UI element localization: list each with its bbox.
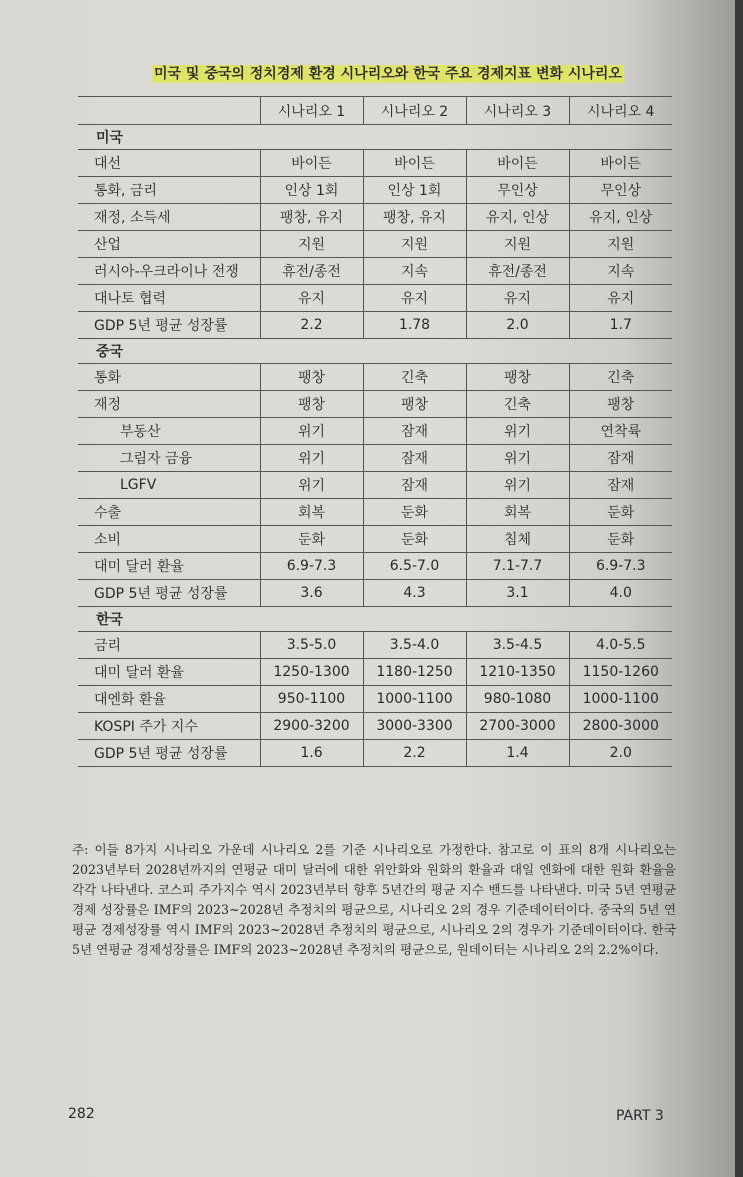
cell-scenario-2: 잠재 xyxy=(363,472,466,499)
table-row xyxy=(78,499,672,526)
cell-scenario-3: 1.4 xyxy=(466,740,569,767)
row-label: 대미 달러 환율 xyxy=(78,553,260,580)
cell-scenario-1: 유지 xyxy=(260,285,363,312)
cell-scenario-1: 6.9-7.3 xyxy=(260,553,363,580)
cell-scenario-4: 둔화 xyxy=(569,499,672,526)
table-row xyxy=(78,150,672,177)
table-row xyxy=(78,713,672,740)
table-header-row xyxy=(78,97,672,125)
table-title-text: 미국 및 중국의 정치경제 환경 시나리오와 한국 주요 경제지표 변화 시나리오 xyxy=(154,66,622,82)
cell-scenario-3: 위기 xyxy=(466,472,569,499)
cell-scenario-4: 둔화 xyxy=(569,526,672,553)
cell-scenario-1: 인상 1회 xyxy=(260,177,363,204)
table-row xyxy=(78,740,672,767)
scenario-table-body xyxy=(78,97,672,767)
row-label: 산업 xyxy=(78,231,260,258)
cell-scenario-3: 유지, 인상 xyxy=(466,204,569,231)
cell-scenario-4: 잠재 xyxy=(569,472,672,499)
cell-scenario-1: 3.5-5.0 xyxy=(260,632,363,659)
header-scenario-3: 시나리오 3 xyxy=(466,97,569,125)
cell-scenario-4: 1.7 xyxy=(569,312,672,339)
header-scenario-2: 시나리오 2 xyxy=(363,97,466,125)
cell-scenario-1: 바이든 xyxy=(260,150,363,177)
row-label: KOSPI 주가 지수 xyxy=(78,713,260,740)
cell-scenario-1: 3.6 xyxy=(260,580,363,607)
cell-scenario-1: 2.2 xyxy=(260,312,363,339)
scenario-table xyxy=(78,96,672,767)
header-blank-cell xyxy=(78,97,260,125)
cell-scenario-1: 위기 xyxy=(260,418,363,445)
cell-scenario-2: 둔화 xyxy=(363,526,466,553)
header-scenario-1: 시나리오 1 xyxy=(260,97,363,125)
cell-scenario-3: 유지 xyxy=(466,285,569,312)
table-row xyxy=(78,632,672,659)
cell-scenario-3: 7.1-7.7 xyxy=(466,553,569,580)
cell-scenario-1: 팽창 xyxy=(260,391,363,418)
table-footnote: 주: 이들 8가지 시나리오 가운데 시나리오 2를 기준 시나리오로 가정한다. 참고로 이 표의 8개 시나리오는 2023년부터 2028년까지의 연평균 대미 달러에 대한 위안화와 원화의 환율과 대일 엔화에 대한 원화 환율을 각각 나타낸다. 코스피 주가지수 역시 2023년부터 향후 5년간의 평균 지수 밴드를 나타낸다. 미국 5년 연평균 경제 성장률은 IMF의 2023~2028년 추정치의 평균으로, 시나리오 2의 경우 기준데이터이다. 중국의 5년 연평균 경제성장률 역시 IMF의 2023~2028년 추정치의 평균으로, 시나리오 2의 경우가 기준데이터이다. 한국 5년 연평균 경제성장률은 IMF의 2023~2028년 추정치의 평균으로, 원데이터는 시나리오 2의 2.2%이다. xyxy=(72,842,676,957)
table-row xyxy=(78,472,672,499)
cell-scenario-4: 유지 xyxy=(569,285,672,312)
table-row xyxy=(78,418,672,445)
cell-scenario-4: 4.0 xyxy=(569,580,672,607)
cell-scenario-4: 2800-3000 xyxy=(569,713,672,740)
cell-scenario-1: 950-1100 xyxy=(260,686,363,713)
table-row xyxy=(78,526,672,553)
cell-scenario-4: 1000-1100 xyxy=(569,686,672,713)
cell-scenario-2: 둔화 xyxy=(363,499,466,526)
table-row xyxy=(78,312,672,339)
row-label: 통화, 금리 xyxy=(78,177,260,204)
table-row xyxy=(78,285,672,312)
row-label: 금리 xyxy=(78,632,260,659)
cell-scenario-2: 바이든 xyxy=(363,150,466,177)
row-label: LGFV xyxy=(78,472,260,499)
cell-scenario-2: 인상 1회 xyxy=(363,177,466,204)
row-label: 대엔화 환율 xyxy=(78,686,260,713)
row-label: 러시아-우크라이나 전쟁 xyxy=(78,258,260,285)
table-row xyxy=(78,553,672,580)
cell-scenario-3: 2.0 xyxy=(466,312,569,339)
row-label: 수출 xyxy=(78,499,260,526)
row-label: GDP 5년 평균 성장률 xyxy=(78,580,260,607)
cell-scenario-3: 위기 xyxy=(466,418,569,445)
cell-scenario-2: 1180-1250 xyxy=(363,659,466,686)
row-label: 재정, 소득세 xyxy=(78,204,260,231)
table-row xyxy=(78,258,672,285)
cell-scenario-4: 지원 xyxy=(569,231,672,258)
table-row xyxy=(78,445,672,472)
cell-scenario-4: 6.9-7.3 xyxy=(569,553,672,580)
cell-scenario-4: 4.0-5.5 xyxy=(569,632,672,659)
cell-scenario-1: 2900-3200 xyxy=(260,713,363,740)
cell-scenario-3: 회복 xyxy=(466,499,569,526)
cell-scenario-2: 3.5-4.0 xyxy=(363,632,466,659)
cell-scenario-2: 1000-1100 xyxy=(363,686,466,713)
cell-scenario-2: 지원 xyxy=(363,231,466,258)
cell-scenario-1: 팽창, 유지 xyxy=(260,204,363,231)
cell-scenario-1: 위기 xyxy=(260,472,363,499)
cell-scenario-3: 3.5-4.5 xyxy=(466,632,569,659)
cell-scenario-2: 잠재 xyxy=(363,445,466,472)
table-title xyxy=(118,63,658,83)
page-number: 282 xyxy=(68,1106,95,1122)
table-row xyxy=(78,231,672,258)
cell-scenario-3: 팽창 xyxy=(466,364,569,391)
cell-scenario-1: 휴전/종전 xyxy=(260,258,363,285)
cell-scenario-4: 긴축 xyxy=(569,364,672,391)
cell-scenario-3: 바이든 xyxy=(466,150,569,177)
table-row xyxy=(78,659,672,686)
cell-scenario-1: 위기 xyxy=(260,445,363,472)
cell-scenario-4: 팽창 xyxy=(569,391,672,418)
cell-scenario-3: 침체 xyxy=(466,526,569,553)
cell-scenario-1: 지원 xyxy=(260,231,363,258)
cell-scenario-2: 2.2 xyxy=(363,740,466,767)
cell-scenario-3: 지원 xyxy=(466,231,569,258)
table-row xyxy=(78,580,672,607)
cell-scenario-1: 회복 xyxy=(260,499,363,526)
cell-scenario-3: 2700-3000 xyxy=(466,713,569,740)
table-row xyxy=(78,686,672,713)
cell-scenario-4: 연착륙 xyxy=(569,418,672,445)
table-row xyxy=(78,364,672,391)
cell-scenario-2: 3000-3300 xyxy=(363,713,466,740)
cell-scenario-2: 1.78 xyxy=(363,312,466,339)
cell-scenario-3: 휴전/종전 xyxy=(466,258,569,285)
table-row xyxy=(78,391,672,418)
cell-scenario-1: 팽창 xyxy=(260,364,363,391)
part-label: PART 3 xyxy=(616,1108,664,1124)
cell-scenario-4: 2.0 xyxy=(569,740,672,767)
row-label: 대선 xyxy=(78,150,260,177)
table-row xyxy=(78,177,672,204)
cell-scenario-1: 둔화 xyxy=(260,526,363,553)
cell-scenario-3: 긴축 xyxy=(466,391,569,418)
cell-scenario-4: 바이든 xyxy=(569,150,672,177)
section-row xyxy=(78,339,672,364)
cell-scenario-3: 위기 xyxy=(466,445,569,472)
cell-scenario-4: 1150-1260 xyxy=(569,659,672,686)
row-label: 통화 xyxy=(78,364,260,391)
row-label: GDP 5년 평균 성장률 xyxy=(78,312,260,339)
cell-scenario-3: 1210-1350 xyxy=(466,659,569,686)
cell-scenario-2: 유지 xyxy=(363,285,466,312)
cell-scenario-2: 팽창, 유지 xyxy=(363,204,466,231)
cell-scenario-2: 팽창 xyxy=(363,391,466,418)
cell-scenario-3: 3.1 xyxy=(466,580,569,607)
row-label: 소비 xyxy=(78,526,260,553)
section-row xyxy=(78,125,672,150)
cell-scenario-2: 6.5-7.0 xyxy=(363,553,466,580)
row-label: 대나토 협력 xyxy=(78,285,260,312)
section-heading: 한국 xyxy=(78,607,672,632)
cell-scenario-4: 유지, 인상 xyxy=(569,204,672,231)
cell-scenario-1: 1.6 xyxy=(260,740,363,767)
section-row xyxy=(78,607,672,632)
table-row xyxy=(78,204,672,231)
row-label: GDP 5년 평균 성장률 xyxy=(78,740,260,767)
row-label: 부동산 xyxy=(78,418,260,445)
cell-scenario-2: 지속 xyxy=(363,258,466,285)
section-heading: 중국 xyxy=(78,339,672,364)
cell-scenario-4: 잠재 xyxy=(569,445,672,472)
section-heading: 미국 xyxy=(78,125,672,150)
cell-scenario-2: 잠재 xyxy=(363,418,466,445)
cell-scenario-2: 4.3 xyxy=(363,580,466,607)
cell-scenario-3: 무인상 xyxy=(466,177,569,204)
row-label: 그림자 금융 xyxy=(78,445,260,472)
cell-scenario-4: 무인상 xyxy=(569,177,672,204)
header-scenario-4: 시나리오 4 xyxy=(569,97,672,125)
cell-scenario-2: 긴축 xyxy=(363,364,466,391)
cell-scenario-1: 1250-1300 xyxy=(260,659,363,686)
cell-scenario-3: 980-1080 xyxy=(466,686,569,713)
row-label: 대미 달러 환율 xyxy=(78,659,260,686)
cell-scenario-4: 지속 xyxy=(569,258,672,285)
row-label: 재정 xyxy=(78,391,260,418)
